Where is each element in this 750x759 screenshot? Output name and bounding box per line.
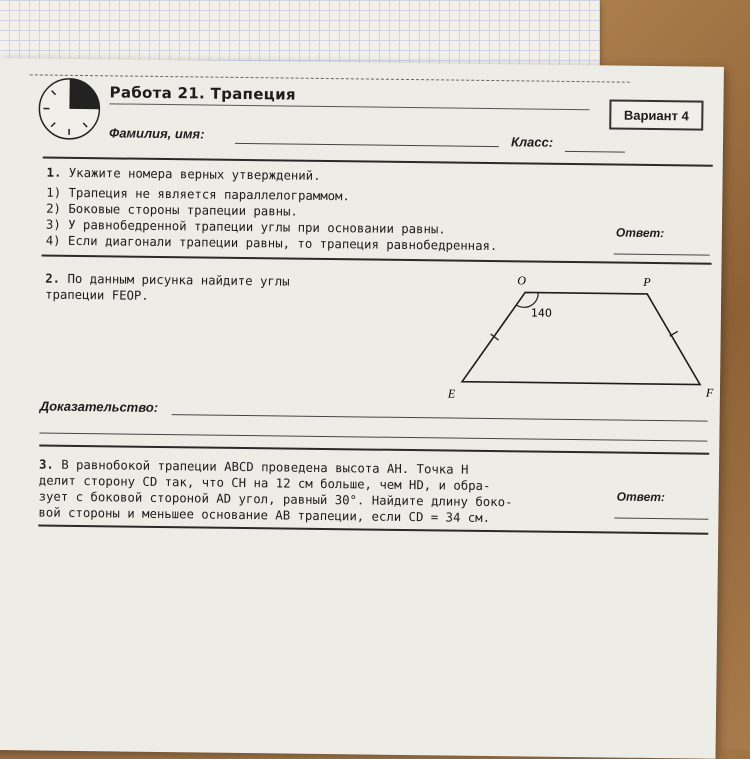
q3-line-1: В равнобокой трапеции ABCD проведена высота AH. Точка H — [61, 458, 468, 477]
worksheet — [0, 58, 724, 759]
q3-answer-field[interactable] — [614, 518, 708, 520]
vertex-label-f: F — [705, 386, 714, 400]
q3-answer-label: Ответ: — [617, 490, 665, 505]
q3-line-3: зует с боковой стороной AD угол, равный 30°. Найдите длину боко- — [39, 489, 513, 511]
vertex-label-p: P — [642, 275, 651, 289]
divider — [38, 525, 708, 535]
worksheet-title: Работа 21. Трапеция — [109, 83, 296, 103]
class-label: Класс: — [511, 134, 553, 150]
trapezoid-shape — [462, 292, 701, 385]
q3-line-4: вой стороны и меньшее основание AB трапеции, если CD = 34 см. — [38, 505, 490, 527]
divider — [42, 255, 712, 265]
q1-option-3: 3) У равнобедренной трапеции углы при основании равны. — [46, 217, 446, 238]
q1-header — [47, 165, 321, 184]
q2-text: По данным рисунка найдите углы — [67, 272, 289, 289]
q1-option-1: 1) Трапеция не является параллелограммом. — [46, 185, 350, 205]
q1-option-4: 4) Если диагонали трапеции равны, то трапеция равнобедренная. — [46, 233, 498, 255]
variant-badge: Вариант 4 — [609, 99, 703, 130]
vertex-label-o: O — [517, 273, 526, 287]
q3-line-2: делит сторону CD так, что CH на 12 см больше, чем HD, и обра- — [39, 473, 491, 495]
q2-text-line2: трапеции FEOP. — [45, 287, 149, 304]
angle-label: 140 — [531, 307, 552, 320]
divider — [39, 445, 709, 455]
q1-answer-label: Ответ: — [616, 226, 664, 241]
q1-prompt: Укажите номера верных утверждений. — [69, 166, 321, 183]
vertex-label-e: E — [447, 386, 456, 400]
q1-answer-field[interactable] — [614, 254, 710, 256]
q2-number: 2. — [45, 272, 60, 286]
proof-line-1[interactable] — [172, 414, 708, 422]
class-field[interactable] — [565, 151, 625, 153]
q3-number: 3. — [39, 458, 54, 472]
name-field[interactable] — [235, 143, 499, 147]
proof-line-2[interactable] — [39, 433, 707, 442]
proof-label: Доказательство: — [40, 399, 159, 415]
name-label: Фамилия, имя: — [109, 125, 205, 141]
clock-icon — [37, 76, 102, 141]
q1-option-2: 2) Боковые стороны трапеции равны. — [46, 201, 298, 220]
trapezoid-figure — [436, 269, 728, 413]
top-dashed-line — [30, 74, 630, 82]
title-underline — [109, 103, 589, 110]
q1-number: 1. — [47, 166, 62, 180]
